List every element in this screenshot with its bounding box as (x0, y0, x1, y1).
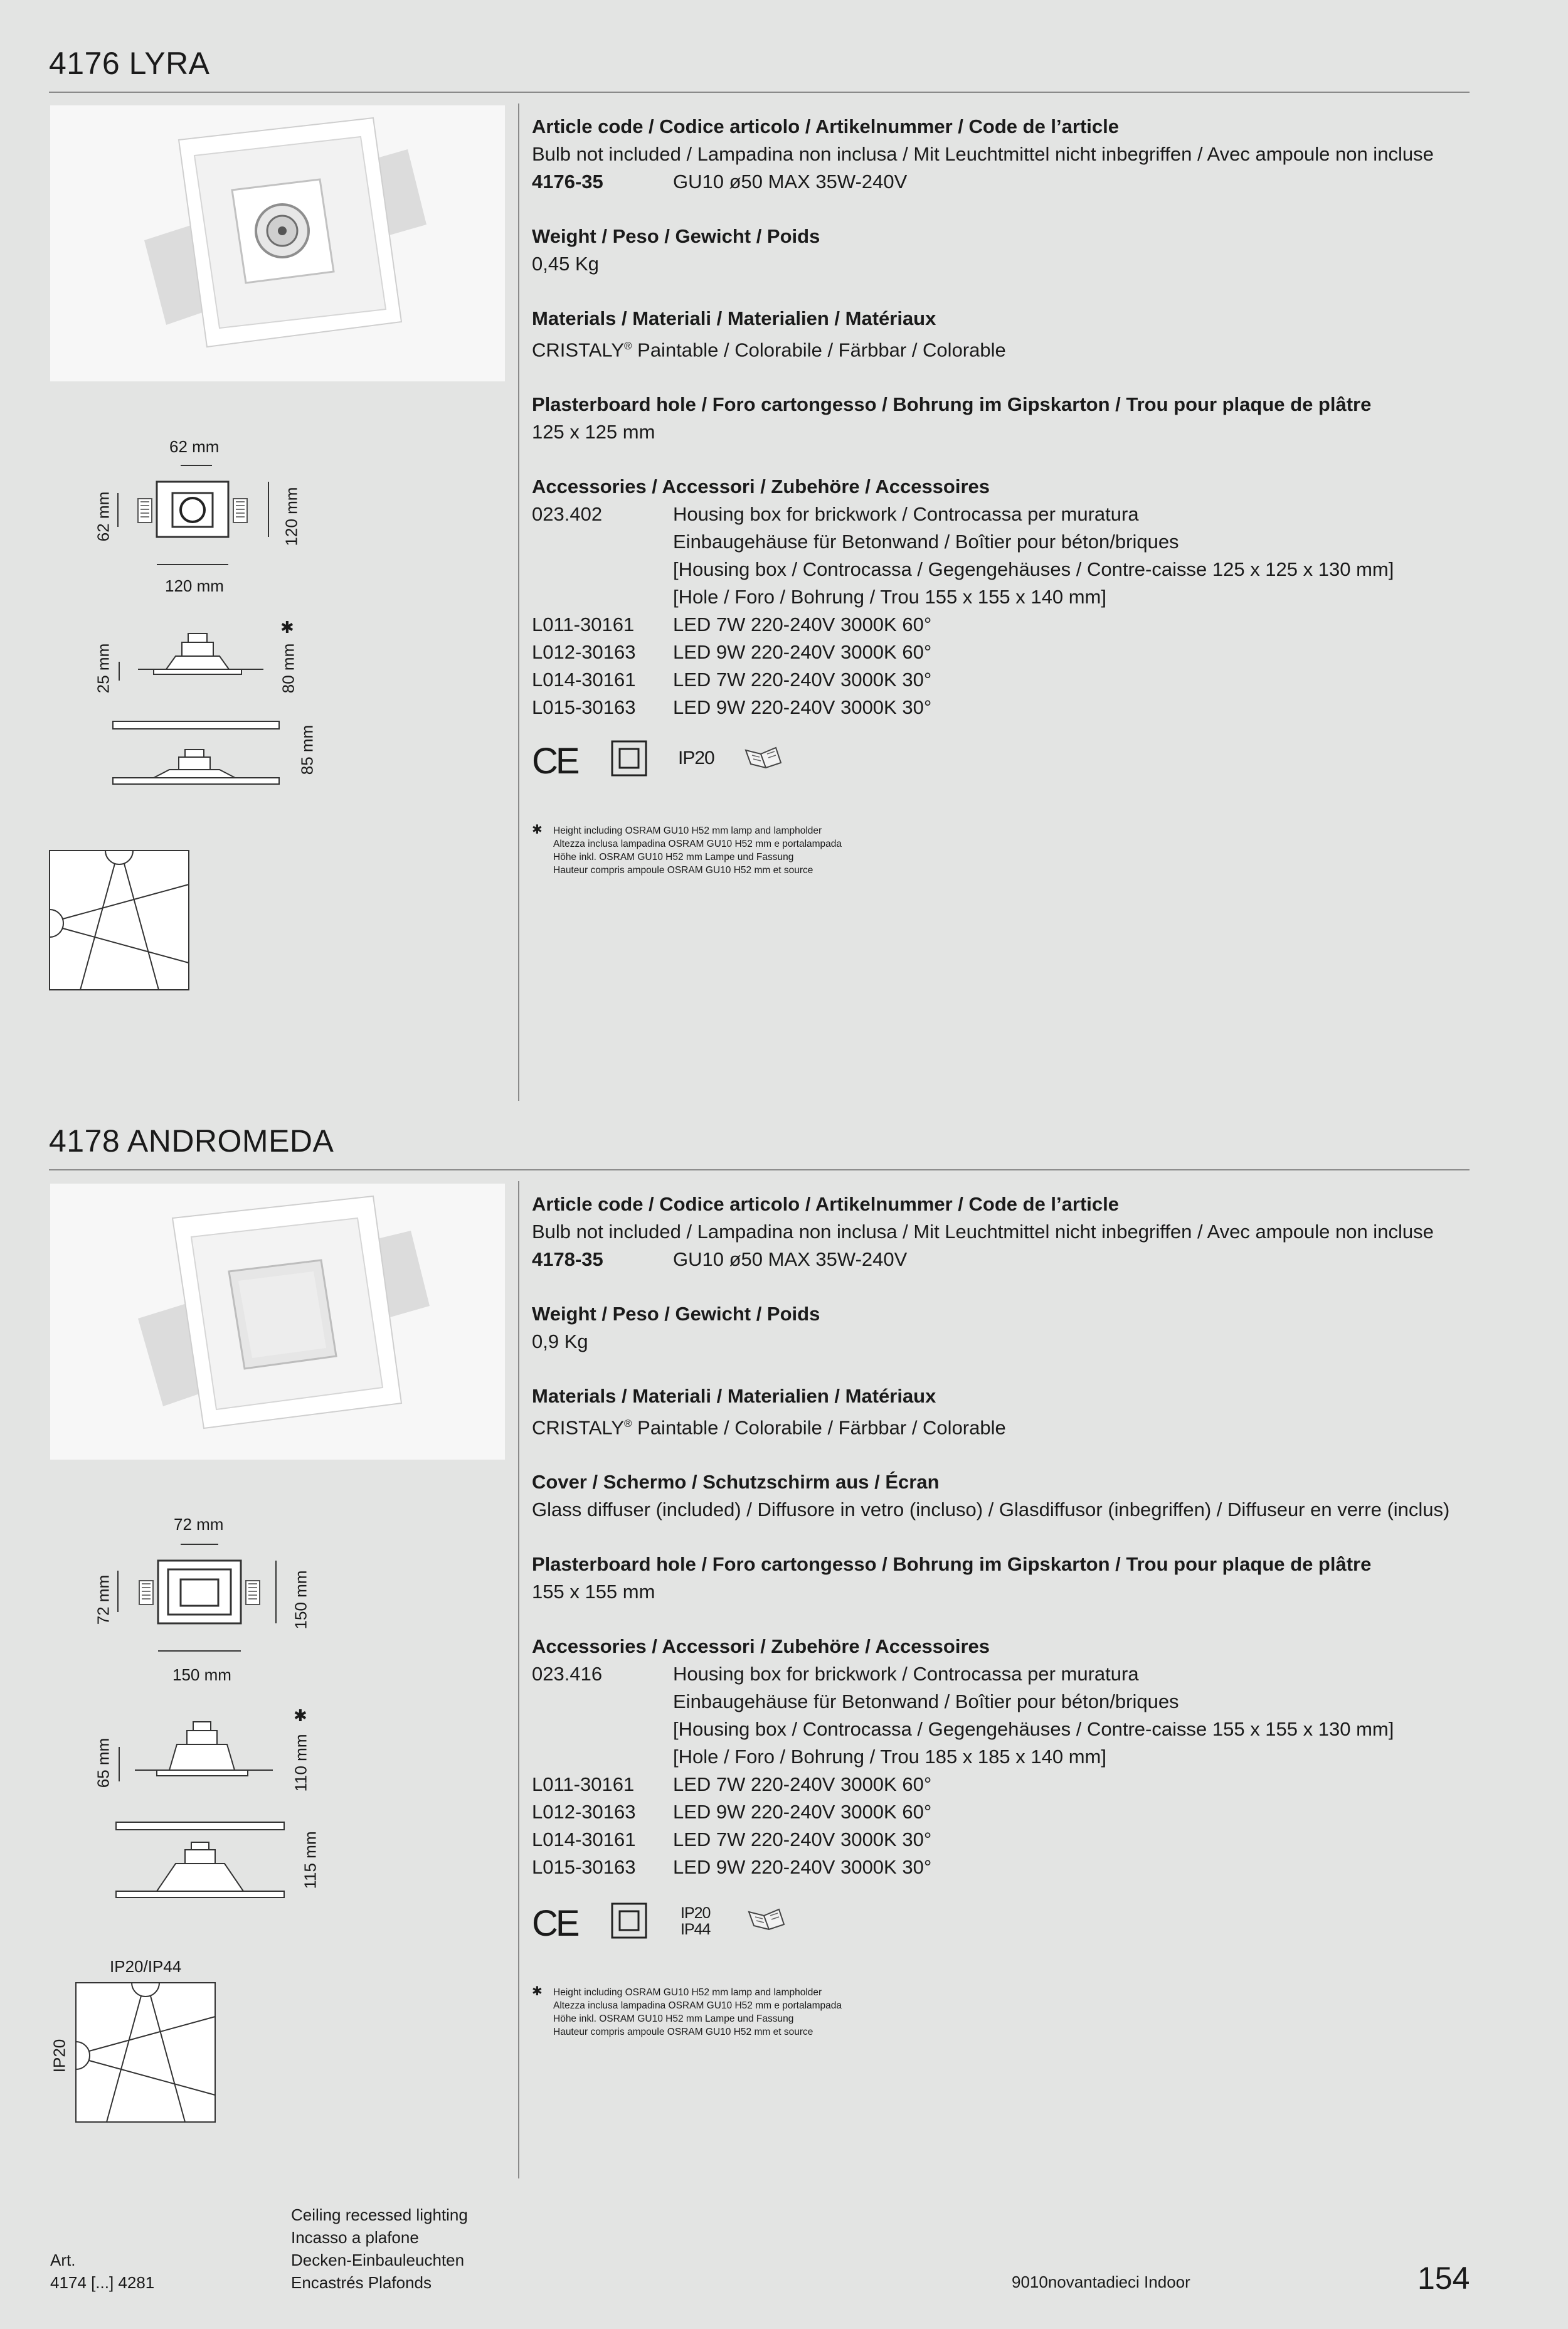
category-line: Incasso a plafone (291, 2228, 419, 2247)
dim-section-left: 25 mm (93, 643, 113, 694)
housing-line: [Housing box / Controcassa / Gegengehäuses / Contre-caisse 125 x 125 x 130 mm] (673, 558, 1394, 581)
section-view-drawing (107, 1712, 289, 1794)
led-code: L015-30163 (532, 696, 636, 719)
footnote (553, 1986, 842, 2039)
double-insulation-icon (611, 1902, 647, 1939)
ce-mark-icon: CE (532, 741, 578, 782)
light-beam-diagram (49, 850, 190, 991)
article-heading: Article code / Codice articolo / Artikelnummer / Code de l’article (532, 1193, 1119, 1215)
led-desc: LED 7W 220-240V 3000K 30° (673, 1828, 932, 1851)
housing-line: [Hole / Foro / Bohrung / Trou 155 x 155 x 140 mm] (673, 586, 1106, 608)
dim-right: 120 mm (282, 487, 301, 546)
spec-block-andromeda (532, 1191, 1473, 1881)
hole-heading: Plasterboard hole / Foro cartongesso / Bohrung im Gipskarton / Trou pour plaque de plâtre (532, 393, 1372, 416)
article-code: 4178-35 (532, 1248, 603, 1270)
material-brand: CRISTALY (532, 339, 624, 361)
registered-mark: ® (624, 340, 632, 352)
page-number: 154 (1417, 2261, 1470, 2296)
dim-top: 62 mm (169, 437, 220, 456)
dim-section-star: ✱ (280, 618, 294, 637)
led-code: L011-30161 (532, 613, 635, 636)
housing-view-drawing (110, 1816, 292, 1907)
footnote-line: Height including OSRAM GU10 H52 mm lamp and lampholder (553, 1987, 822, 1998)
footnote-star-icon: ✱ (532, 823, 543, 837)
ip-rating: IP20 (678, 748, 714, 768)
category-line: Encastrés Plafonds (291, 2273, 432, 2292)
weight-heading: Weight / Peso / Gewicht / Poids (532, 1303, 820, 1325)
column-divider (518, 103, 519, 1101)
article-desc: GU10 ø50 MAX 35W-240V (673, 1248, 908, 1270)
footer-category (291, 2204, 468, 2294)
top-view-drawing (94, 1531, 295, 1662)
led-code: L014-30161 (532, 669, 636, 691)
materials-value (532, 332, 1473, 364)
ip-rating-primary: IP20 (681, 1904, 711, 1922)
led-code: L012-30163 (532, 1801, 636, 1823)
dim-section-right: 80 mm (278, 643, 298, 694)
ip-label-top: IP20/IP44 (110, 1957, 182, 1976)
bulb-note: Bulb not included / Lampadina non inclusa / Mit Leuchtmittel nicht inbegriffen / Avec ampoule non incluse (532, 1221, 1434, 1243)
instructions-book-icon (743, 745, 784, 770)
dim-right: 150 mm (291, 1570, 310, 1630)
materials-heading: Materials / Materiali / Materialien / Matériaux (532, 307, 936, 329)
article-heading: Article code / Codice articolo / Artikelnummer / Code de l’article (532, 115, 1119, 137)
housing-line: Housing box for brickwork / Controcassa per muratura (673, 1663, 1139, 1685)
footer-art (50, 2249, 154, 2294)
instructions-book-icon (746, 1907, 787, 1932)
column-divider (518, 1181, 519, 2178)
category-line: Decken-Einbauleuchten (291, 2251, 465, 2269)
weight-heading: Weight / Peso / Gewicht / Poids (532, 225, 820, 247)
led-code: L011-30161 (532, 1773, 635, 1796)
spec-block-lyra (532, 113, 1473, 721)
product-title-andromeda: 4178 ANDROMEDA (49, 1123, 334, 1159)
cover-value: Glass diffuser (included) / Diffusore in vetro (incluso) / Glasdiffusor (inbegriffen) / Diffuseur en verre (inclus) (532, 1499, 1450, 1521)
footnote-line: Höhe inkl. OSRAM GU10 H52 mm Lampe und Fassung (553, 852, 794, 862)
led-desc: LED 7W 220-240V 3000K 60° (673, 1773, 932, 1796)
footnote (553, 824, 842, 877)
dim-left: 62 mm (93, 491, 113, 542)
led-code: L014-30161 (532, 1828, 636, 1851)
housing-view-drawing (107, 715, 289, 790)
dim-section-star: ✱ (294, 1706, 307, 1725)
dim-section-left: 65 mm (93, 1737, 113, 1788)
footnote-line: Height including OSRAM GU10 H52 mm lamp and lampholder (553, 825, 822, 836)
top-view-drawing (94, 452, 282, 577)
housing-line: [Housing box / Controcassa / Gegengehäuses / Contre-caisse 155 x 155 x 130 mm] (673, 1718, 1394, 1741)
weight-value: 0,45 Kg (532, 253, 599, 275)
weight-value: 0,9 Kg (532, 1330, 588, 1352)
dim-box: 85 mm (297, 724, 317, 775)
article-code: 4176-35 (532, 171, 603, 193)
led-code: L012-30163 (532, 641, 636, 664)
led-code: L015-30163 (532, 1856, 636, 1879)
footnote-line: Altezza inclusa lampadina OSRAM GU10 H52 mm e portalampada (553, 2000, 842, 2011)
dim-section-right: 110 mm (291, 1734, 310, 1792)
housing-line: [Hole / Foro / Bohrung / Trou 185 x 185 x 140 mm] (673, 1746, 1106, 1768)
footnote-line: Hauteur compris ampoule OSRAM GU10 H52 mm et source (553, 865, 813, 876)
material-brand: CRISTALY (532, 1416, 624, 1439)
footnote-line: Hauteur compris ampoule OSRAM GU10 H52 mm et source (553, 2027, 813, 2037)
double-insulation-icon (611, 740, 647, 777)
housing-line: Einbaugehäuse für Betonwand / Boîtier pour béton/briques (673, 1690, 1179, 1713)
hole-heading: Plasterboard hole / Foro cartongesso / Bohrung im Gipskarton / Trou pour plaque de plâtre (532, 1553, 1372, 1576)
product-photo-lyra (50, 105, 505, 381)
ip-label-side: IP20 (50, 2039, 69, 2073)
accessories-heading: Accessories / Accessori / Zubehöre / Accessoires (532, 475, 990, 498)
product-photo-andromeda (50, 1184, 505, 1460)
led-desc: LED 7W 220-240V 3000K 60° (673, 613, 932, 636)
ip-rating-secondary: IP44 (681, 1921, 711, 1938)
ce-mark-icon: CE (532, 1903, 578, 1944)
light-beam-diagram (75, 1982, 216, 2123)
art-range: 4174 [...] 4281 (50, 2273, 155, 2292)
dim-bottom: 120 mm (165, 576, 224, 595)
product-title-lyra: 4176 LYRA (49, 46, 210, 81)
footnote-line: Altezza inclusa lampadina OSRAM GU10 H52 mm e portalampada (553, 839, 842, 849)
housing-code: 023.416 (532, 1663, 603, 1685)
dim-bottom: 150 mm (172, 1665, 231, 1684)
category-line: Ceiling recessed lighting (291, 2205, 468, 2224)
title-divider (49, 92, 1470, 93)
led-desc: LED 7W 220-240V 3000K 30° (673, 669, 932, 691)
footer-brand: 9010novantadieci Indoor (1012, 2273, 1190, 2291)
hole-value: 155 x 155 mm (532, 1581, 655, 1603)
art-label: Art. (50, 2251, 76, 2269)
housing-line: Housing box for brickwork / Controcassa per muratura (673, 503, 1139, 526)
footnote-star-icon: ✱ (532, 1985, 543, 1998)
dim-box: 115 mm (300, 1831, 320, 1889)
dim-top: 72 mm (174, 1515, 224, 1534)
led-desc: LED 9W 220-240V 3000K 60° (673, 1801, 932, 1823)
led-desc: LED 9W 220-240V 3000K 30° (673, 696, 932, 719)
cover-heading: Cover / Schermo / Schutzschirm aus / Écran (532, 1471, 940, 1493)
section-view-drawing (107, 624, 282, 693)
housing-line: Einbaugehäuse für Betonwand / Boîtier pour béton/briques (673, 531, 1179, 553)
title-divider (49, 1169, 1470, 1170)
article-desc: GU10 ø50 MAX 35W-240V (673, 171, 908, 193)
footnote-line: Höhe inkl. OSRAM GU10 H52 mm Lampe und Fassung (553, 2013, 794, 2024)
accessories-heading: Accessories / Accessori / Zubehöre / Accessoires (532, 1635, 990, 1658)
ip-rating (681, 1905, 710, 1938)
registered-mark: ® (624, 1418, 632, 1430)
material-rest: Paintable / Colorabile / Färbbar / Colorable (632, 1416, 1006, 1439)
materials-heading: Materials / Materiali / Materialien / Matériaux (532, 1385, 936, 1407)
hole-value: 125 x 125 mm (532, 421, 655, 443)
led-desc: LED 9W 220-240V 3000K 60° (673, 641, 932, 664)
material-rest: Paintable / Colorabile / Färbbar / Colorable (632, 339, 1006, 361)
led-desc: LED 9W 220-240V 3000K 30° (673, 1856, 932, 1879)
dim-left: 72 mm (93, 1574, 113, 1625)
housing-code: 023.402 (532, 503, 603, 526)
bulb-note: Bulb not included / Lampadina non inclusa / Mit Leuchtmittel nicht inbegriffen / Avec ampoule non incluse (532, 143, 1434, 165)
materials-value (532, 1410, 1473, 1441)
